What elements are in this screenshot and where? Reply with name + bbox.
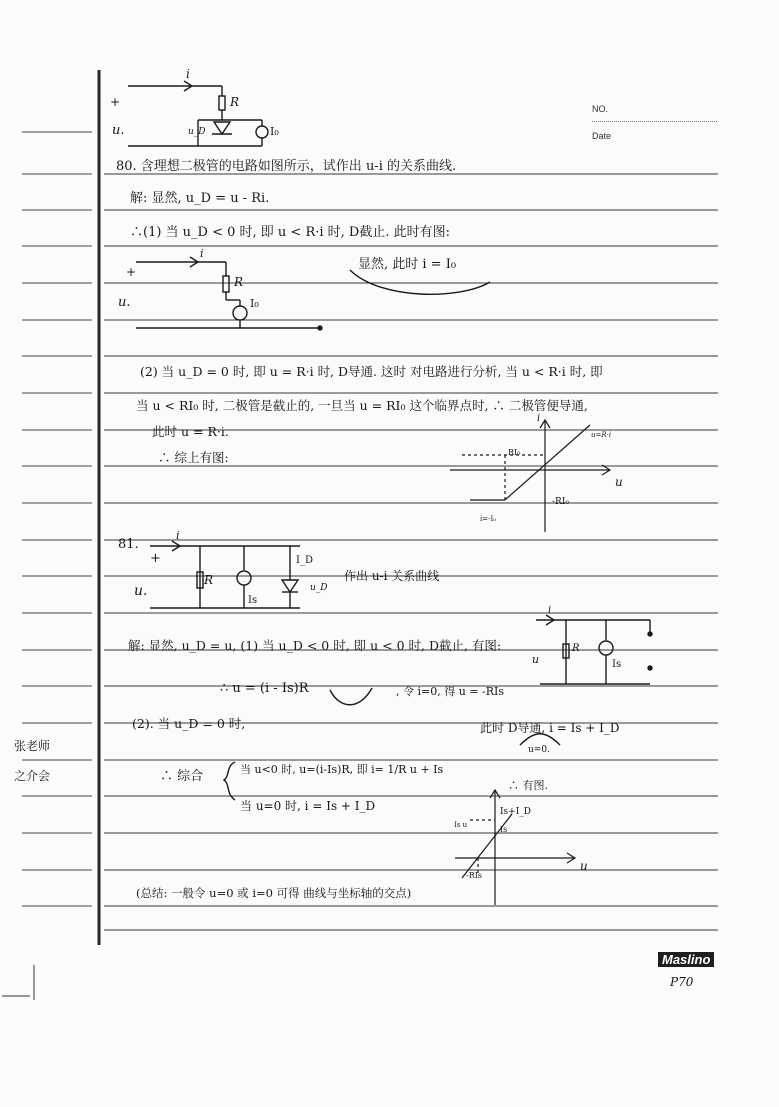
- problem-81-case2-note: 此时 D导通, i = Is + I_D: [480, 721, 620, 735]
- voltage-u-label: u.: [112, 123, 125, 138]
- p81-diode-voltage-label: u_D: [310, 583, 328, 593]
- p81-case1-i-label: i: [548, 605, 552, 616]
- plus-sign: +: [110, 95, 121, 109]
- problem-81-summary-head: ∴ 综合: [160, 769, 204, 784]
- problem-81-solution: 解: 显然, u_D = u, (1) 当 u_D < 0 时, 即 u < 0 时, D截止, 有图:: [128, 638, 502, 653]
- graph81-slope-label: Is u: [454, 821, 468, 829]
- case1-source-label: I₀: [250, 297, 259, 310]
- problem-81-instruction: 作出 u-i 关系曲线: [344, 569, 440, 583]
- summary-brace: [224, 762, 235, 800]
- page-number: P70: [670, 975, 694, 989]
- graph80-i-axis: i: [537, 413, 541, 424]
- problem-80-solution: 解: 显然, u_D = u - Ri.: [130, 191, 270, 206]
- current-i-label: i: [186, 67, 190, 81]
- problem-81-summary-a: 当 u<0 时, u=(i-Is)R, 即 i= 1/R u + Is: [240, 763, 444, 776]
- margin-stubs: [22, 132, 92, 906]
- graph-80: [450, 420, 610, 532]
- header-no-label: NO.: [592, 104, 609, 114]
- p81-case1-r-label: R: [572, 643, 580, 654]
- source-i0-label: I₀: [270, 125, 279, 138]
- case1-current-label: i: [200, 247, 204, 260]
- graph80-slope-label: u=R·i: [591, 431, 612, 439]
- problem-81-case2-sub: u=0.: [528, 745, 550, 755]
- p81-voltage-label: u.: [134, 583, 148, 599]
- brand-logo: Maslino: [658, 952, 714, 967]
- header-no-line: [592, 121, 717, 122]
- p81-case1-u-label: u: [532, 653, 540, 666]
- ruled-lines: [104, 174, 718, 930]
- graph81-neg-ris-label: -RIs: [466, 871, 482, 880]
- problem-81-eq1: ∴ u = (i - Is)R: [220, 681, 309, 696]
- resistor-r-label: R: [230, 95, 240, 109]
- problem-81-number: 81.: [118, 537, 139, 552]
- problem-80-case1: ∴(1) 当 u_D < 0 时, 即 u < R·i 时, D截止. 此时有图:: [130, 225, 451, 240]
- problem-80-case2-line2: 当 u < RI₀ 时, 二极管是截止的, 一旦当 u = RI₀ 这个临界点时, ∴ 二极管便导通,: [136, 398, 588, 413]
- p81-source-label: Is: [248, 595, 258, 606]
- problem-80-case2-line3: 此时 u = R·i.: [152, 424, 229, 439]
- problem-81-remark: (总结: 一般令 u=0 或 i=0 可得 曲线与坐标轴的交点): [136, 886, 412, 900]
- problem-81-summary-b: 当 u=0 时, i = Is + I_D: [240, 799, 376, 813]
- p81-plus-sign: +: [150, 551, 161, 566]
- case1-plus-sign: +: [126, 265, 137, 279]
- graph80-i-eq-label: i=-I₀: [480, 515, 497, 523]
- problem-81-eq1-note: , 令 i=0, 得 u = -RIs: [396, 685, 504, 698]
- header-date-label: Date: [592, 131, 612, 141]
- graph81-is-id-label: Is+I_D: [500, 807, 531, 817]
- p81-resistor-label: R: [204, 573, 214, 587]
- graph80-u-axis: u: [615, 475, 623, 489]
- problem-81-summary-graph: ∴ 有图.: [508, 779, 548, 792]
- case1-resistor-label: R: [234, 275, 244, 289]
- case1-voltage-label: u.: [118, 295, 131, 310]
- p81-current-label: i: [176, 529, 180, 542]
- problem-80-title: 80. 含理想二极管的电路如图所示，试作出 u-i 的关系曲线.: [116, 159, 457, 174]
- problem-80-case2-line1: (2) 当 u_D = 0 时, 即 u = R·i 时, D导通. 这时 对电路进行分析, 当 u < R·i 时, 即: [140, 364, 603, 379]
- graph80-neg-i0-label: -RI₀: [552, 497, 569, 507]
- diode-ud-label: u_D: [188, 127, 206, 137]
- p81-diode-current-label: I_D: [296, 555, 313, 566]
- case1-note: 显然, 此时 i = I₀: [358, 257, 457, 272]
- problem-81-case2: (2). 当 u_D = 0 时,: [132, 716, 246, 731]
- circuit-81: [150, 541, 300, 608]
- margin-note-line2: 之介会: [14, 769, 51, 783]
- graph81-u-axis: u: [580, 859, 588, 873]
- graph80-ri0-label: RI₀: [508, 448, 521, 457]
- problem-80-summary: ∴ 综上有图:: [158, 450, 229, 465]
- graph81-is-label: Is: [500, 825, 508, 834]
- p81-case1-is-label: Is: [612, 659, 622, 670]
- margin-note-line1: 张老师: [14, 739, 51, 753]
- scratch-marks: [2, 965, 34, 1000]
